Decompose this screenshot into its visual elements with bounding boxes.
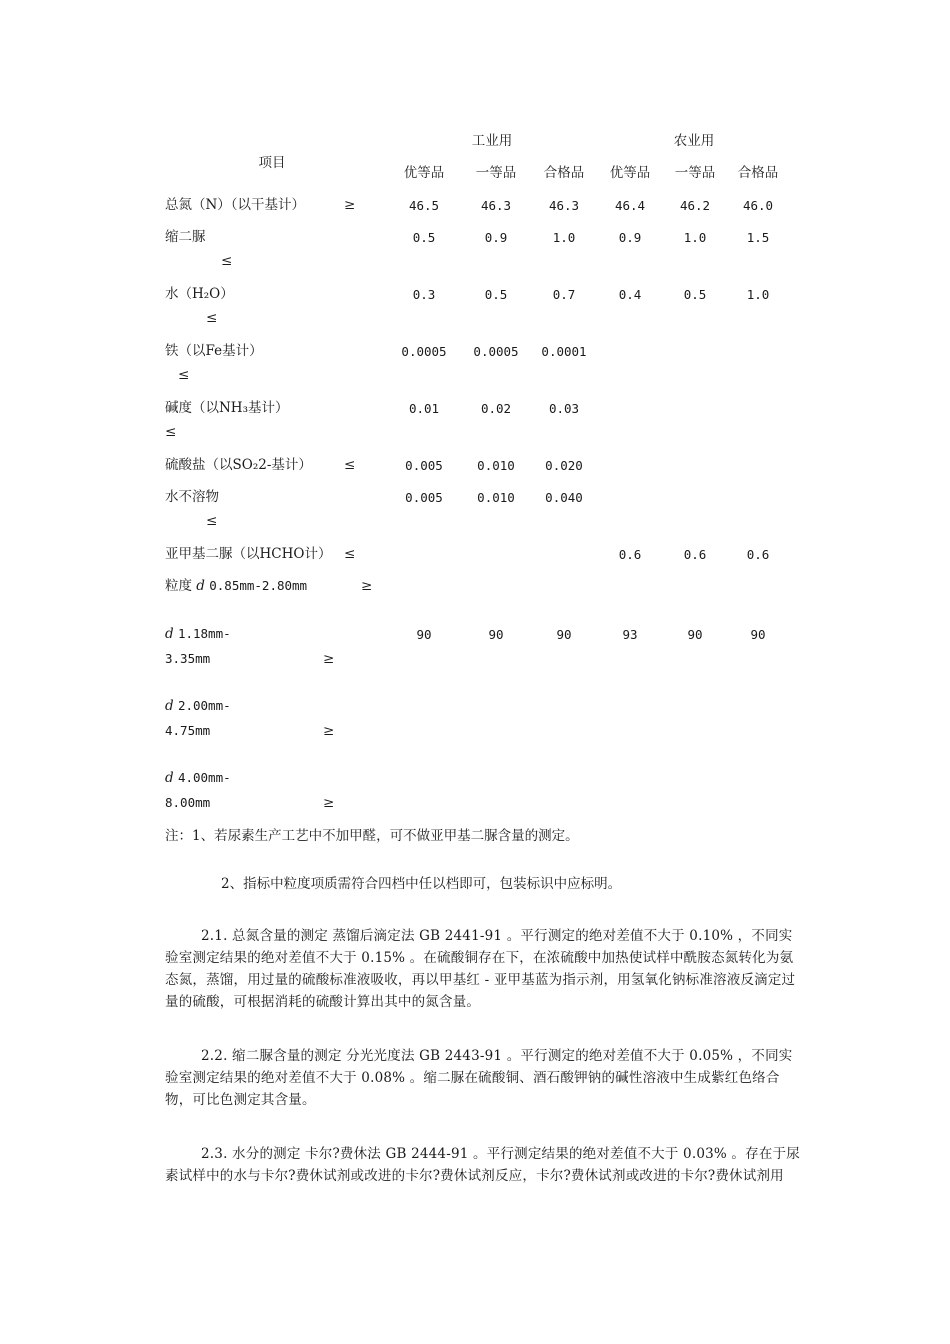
row-label-iron: 铁（以Fe基计）: [165, 343, 263, 359]
row-symbol: ≥: [361, 578, 373, 594]
row-label-alkalinity: 碱度（以NH₃基计）: [165, 400, 289, 416]
row-symbol: ≤: [206, 310, 218, 326]
cell-value: 0.020: [545, 458, 583, 473]
size-range-line2: 8.00mm: [165, 795, 211, 810]
row-symbol: ≥: [323, 723, 335, 739]
row-symbol: ≥: [323, 651, 335, 667]
cell-value: 0.6: [683, 547, 707, 562]
cell-value: 0.5: [412, 230, 436, 245]
cell-value: 0.6: [746, 547, 770, 562]
grade-header: 一等品: [475, 165, 517, 181]
grade-header: 优等品: [403, 165, 445, 181]
cell-value: 0.02: [480, 401, 512, 416]
cell-value: 0.010: [477, 458, 515, 473]
row-label-size-range: [165, 769, 231, 787]
cell-value: 0.0001: [541, 344, 587, 359]
note-1: 注：1、若尿素生产工艺中不加甲醛，可不做亚甲基二脲含量的测定。: [165, 828, 579, 844]
cell-value: 46.5: [408, 198, 440, 213]
cell-value: 46.0: [742, 198, 774, 213]
row-label-methylene-diurea: 亚甲基二脲（以HCHO计）: [165, 546, 332, 562]
paragraph-text: 2.2. 缩二脲含量的测定 分光光度法 GB 2443-91 。平行测定的绝对差值不大于 0.05% ，不同实验室测定结果的绝对差值不大于 0.08% 。缩二脲在硫酸铜、酒石酸钾钠的碱性溶液中生成紫红色络合物，可比色测定其含量。: [165, 1048, 793, 1108]
cell-value: 0.9: [618, 230, 642, 245]
cell-value: 0.010: [477, 490, 515, 505]
grade-header: 一等品: [674, 165, 716, 181]
cell-value: 0.03: [548, 401, 580, 416]
row-symbol: ≤: [344, 457, 356, 473]
grade-header: 合格品: [543, 165, 585, 181]
cell-value: 1.5: [746, 230, 770, 245]
header-industrial: 工业用: [471, 133, 513, 149]
cell-value: 93: [622, 627, 638, 642]
row-label-sulfate: 硫酸盐（以SO₂2-基计）: [165, 457, 312, 473]
cell-value: 0.3: [412, 287, 436, 302]
row-label-water: 水（H₂O）: [165, 286, 234, 302]
row-label-total-nitrogen: 总氮（N）（以干基计）: [165, 197, 306, 213]
d-symbol: d: [196, 578, 205, 594]
d-symbol: d: [165, 626, 174, 642]
size-range-line1: 2.00mm-: [177, 698, 231, 713]
size-range-line2: 3.35mm: [165, 651, 211, 666]
row-label-size-range: [165, 697, 231, 715]
header-agricultural: 农业用: [673, 133, 715, 149]
cell-value: 90: [687, 627, 703, 642]
size-range-line1: 1.18mm-: [177, 626, 231, 641]
row-symbol: ≤: [206, 513, 218, 529]
size-range-line1: 4.00mm-: [177, 770, 231, 785]
row-label-granularity: [165, 577, 307, 595]
size-range-line2: 4.75mm: [165, 723, 211, 738]
row-symbol: ≤: [178, 367, 190, 383]
cell-value: 0.0005: [473, 344, 519, 359]
grade-header: 优等品: [609, 165, 651, 181]
row-symbol: ≤: [344, 546, 356, 562]
cell-value: 0.4: [618, 287, 642, 302]
cell-value: 0.005: [405, 458, 443, 473]
d-symbol: d: [165, 698, 174, 714]
row-label-size-range: [165, 625, 231, 643]
header-item: 项目: [258, 155, 286, 171]
cell-value: 90: [488, 627, 504, 642]
cell-value: 1.0: [746, 287, 770, 302]
cell-value: 0.005: [405, 490, 443, 505]
grade-header: 合格品: [737, 165, 779, 181]
cell-value: 0.9: [484, 230, 508, 245]
paragraph-text: 2.1. 总氮含量的测定 蒸馏后滴定法 GB 2441-91 。平行测定的绝对差值不大于 0.10% ，不同实验室测定结果的绝对差值不大于 0.15% 。在硫酸铜存在下，在浓硫酸中加热使试样中酰胺态氮转化为氨态氮，蒸馏，用过量的硫酸标准液吸收，再以甲基红 - 亚甲基蓝为指示剂，用氢氧化钠标准溶液反滴定过量的硫酸，可根据消耗的硫酸计算出其中的氮含量。: [165, 928, 796, 1010]
size-range: 0.85mm-2.80mm: [209, 578, 308, 593]
cell-value: 90: [416, 627, 432, 642]
cell-value: 0.7: [552, 287, 576, 302]
d-symbol: d: [165, 770, 174, 786]
row-label-biuret: 缩二脲: [165, 229, 206, 245]
granularity-prefix: 粒度: [165, 578, 192, 594]
cell-value: 1.0: [683, 230, 707, 245]
cell-value: 0.5: [484, 287, 508, 302]
row-symbol: ≤: [221, 253, 233, 269]
note-2: 2、指标中粒度项质需符合四档中任以档即可，包装标识中应标明。: [221, 876, 622, 892]
cell-value: 46.4: [614, 198, 646, 213]
cell-value: 90: [750, 627, 766, 642]
cell-value: 0.040: [545, 490, 583, 505]
cell-value: 1.0: [552, 230, 576, 245]
cell-value: 46.2: [679, 198, 711, 213]
paragraph-2-1: [165, 925, 805, 1013]
cell-value: 0.01: [408, 401, 440, 416]
cell-value: 0.6: [618, 547, 642, 562]
row-label-insoluble: 水不溶物: [165, 489, 219, 505]
paragraph-2-2: [165, 1045, 805, 1111]
row-symbol: ≤: [165, 424, 177, 440]
cell-value: 0.0005: [401, 344, 447, 359]
paragraph-2-3: [165, 1143, 805, 1187]
cell-value: 46.3: [480, 198, 512, 213]
cell-value: 90: [556, 627, 572, 642]
row-symbol: ≥: [344, 197, 356, 213]
row-symbol: ≥: [323, 795, 335, 811]
cell-value: 46.3: [548, 198, 580, 213]
cell-value: 0.5: [683, 287, 707, 302]
paragraph-text: 2.3. 水分的测定 卡尔?费休法 GB 2444-91 。平行测定结果的绝对差值不大于 0.03% 。存在于尿素试样中的水与卡尔?费休试剂或改进的卡尔?费休试剂反应，卡尔?费休试剂或改进的卡尔?费休试剂用: [165, 1146, 800, 1184]
